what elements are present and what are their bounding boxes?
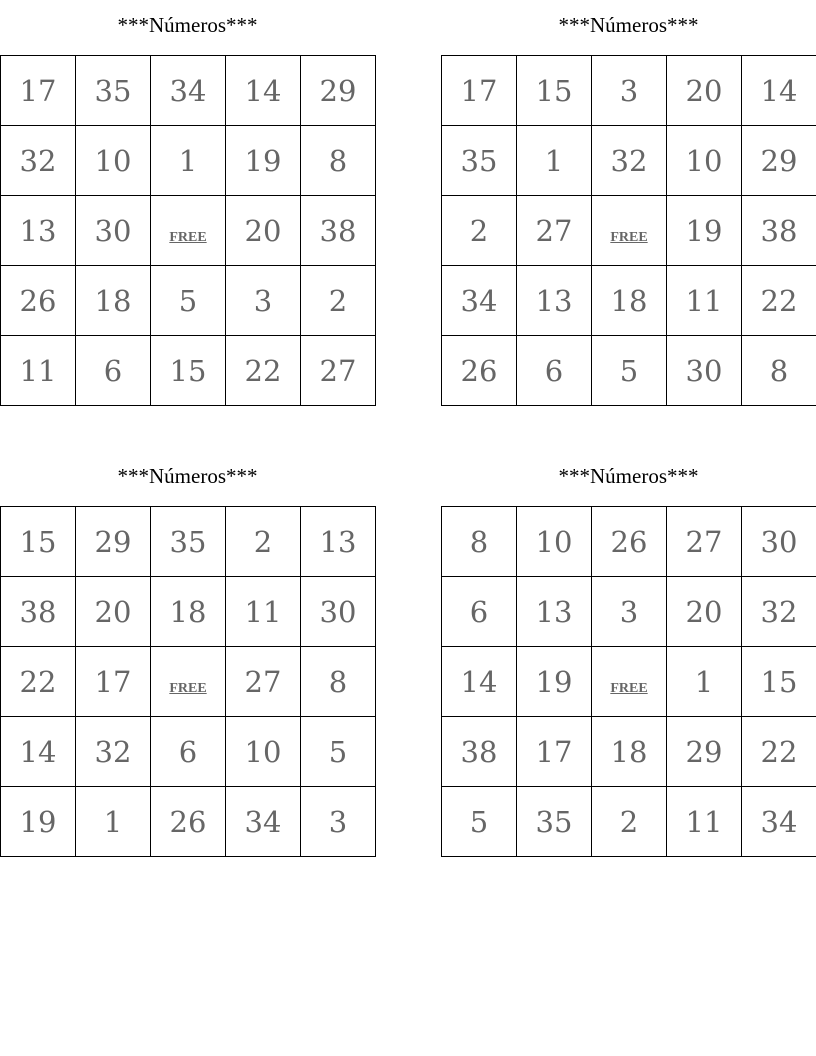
cell-number: 38: [319, 213, 357, 248]
cell-number: 27: [319, 353, 357, 388]
cell-number: 14: [760, 73, 798, 108]
cell-number: 26: [169, 804, 207, 839]
card-title: ***Números***: [117, 464, 258, 488]
number-cell: [301, 787, 376, 857]
number-cell: [1, 717, 76, 787]
grid-row: [442, 577, 816, 647]
cell-number: 19: [535, 664, 573, 699]
number-cell: [226, 647, 301, 717]
cell-number: 35: [535, 804, 573, 839]
cell-number: 38: [760, 213, 798, 248]
cell-number: 11: [685, 804, 723, 839]
number-cell: [442, 507, 517, 577]
number-cell: [667, 126, 742, 196]
cell-number: 22: [760, 283, 798, 318]
cell-number: 8: [328, 143, 348, 178]
card-title: ***Números***: [558, 464, 699, 488]
cell-number: 35: [94, 73, 132, 108]
number-cell: [151, 577, 226, 647]
number-cell: [226, 196, 301, 266]
number-cell: [742, 717, 816, 787]
cell-number: 1: [103, 804, 123, 839]
cell-number: 11: [19, 353, 57, 388]
number-cell: [517, 266, 592, 336]
cell-number: 3: [328, 804, 348, 839]
free-label: FREE: [169, 229, 207, 245]
cell-number: 13: [535, 283, 573, 318]
cell-number: 38: [19, 594, 57, 629]
number-cell: [226, 266, 301, 336]
grid-row: [442, 336, 816, 406]
number-cell: [517, 336, 592, 406]
cell-number: 18: [94, 283, 132, 318]
cell-number: 14: [244, 73, 282, 108]
cell-number: 19: [244, 143, 282, 178]
cell-number: 18: [169, 594, 207, 629]
cell-number: 13: [535, 594, 573, 629]
cell-number: 35: [169, 524, 207, 559]
cell-number: 14: [19, 734, 57, 769]
number-cell: [151, 336, 226, 406]
cell-number: 10: [685, 143, 723, 178]
cell-number: 34: [169, 73, 207, 108]
number-cell: [226, 787, 301, 857]
number-cell: [667, 266, 742, 336]
grid-row: [442, 647, 816, 717]
cell-number: 27: [535, 213, 573, 248]
cell-number: 13: [319, 524, 357, 559]
card-title: ***Números***: [558, 13, 699, 37]
number-cell: [667, 336, 742, 406]
number-cell: [742, 577, 816, 647]
cell-number: 30: [319, 594, 357, 629]
cell-number: 19: [685, 213, 723, 248]
number-cell: [742, 266, 816, 336]
number-cell: [301, 507, 376, 577]
cell-number: 20: [685, 73, 723, 108]
grid-row: [1, 577, 376, 647]
cell-number: 30: [685, 353, 723, 388]
free-cell: [151, 647, 226, 717]
cell-number: 13: [19, 213, 57, 248]
number-cell: [742, 196, 816, 266]
number-cell: [442, 196, 517, 266]
number-cell: [1, 336, 76, 406]
cell-number: 22: [19, 664, 57, 699]
cell-number: 29: [685, 734, 723, 769]
number-cell: [301, 266, 376, 336]
number-cell: [592, 266, 667, 336]
number-cell: [742, 787, 816, 857]
number-cell: [517, 717, 592, 787]
cell-number: 3: [619, 594, 639, 629]
grid-row: [442, 787, 816, 857]
cell-number: 6: [178, 734, 198, 769]
number-cell: [301, 126, 376, 196]
number-cell: [301, 647, 376, 717]
number-cell: [226, 126, 301, 196]
number-cell: [76, 787, 151, 857]
bingo-grid: [0, 55, 376, 406]
cell-number: 29: [319, 73, 357, 108]
grid-row: [442, 507, 816, 577]
number-cell: [151, 266, 226, 336]
number-cell: [1, 787, 76, 857]
number-cell: [442, 717, 517, 787]
cell-number: 20: [244, 213, 282, 248]
cell-number: 32: [19, 143, 57, 178]
cell-number: 17: [19, 73, 57, 108]
cell-number: 29: [760, 143, 798, 178]
cell-number: 15: [169, 353, 207, 388]
number-cell: [76, 56, 151, 126]
cell-number: 27: [685, 524, 723, 559]
number-cell: [517, 507, 592, 577]
cell-number: 10: [535, 524, 573, 559]
number-cell: [226, 577, 301, 647]
cell-number: 11: [244, 594, 282, 629]
cell-number: 22: [244, 353, 282, 388]
free-cell: [151, 196, 226, 266]
cell-number: 6: [469, 594, 489, 629]
number-cell: [226, 336, 301, 406]
free-label: FREE: [610, 229, 648, 245]
number-cell: [301, 717, 376, 787]
cell-number: 6: [544, 353, 564, 388]
cell-number: 32: [610, 143, 648, 178]
grid-row: [442, 196, 816, 266]
number-cell: [301, 336, 376, 406]
number-cell: [592, 56, 667, 126]
cell-number: 20: [685, 594, 723, 629]
number-cell: [667, 507, 742, 577]
cell-number: 38: [460, 734, 498, 769]
grid-row: [442, 266, 816, 336]
cell-number: 30: [760, 524, 798, 559]
number-cell: [76, 717, 151, 787]
number-cell: [1, 507, 76, 577]
grid-row: [442, 56, 816, 126]
grid-row: [1, 647, 376, 717]
cell-number: 1: [178, 143, 198, 178]
number-cell: [76, 196, 151, 266]
number-cell: [226, 507, 301, 577]
cell-number: 26: [460, 353, 498, 388]
number-cell: [592, 787, 667, 857]
number-cell: [301, 577, 376, 647]
number-cell: [1, 126, 76, 196]
cell-number: 15: [760, 664, 798, 699]
number-cell: [76, 647, 151, 717]
cell-number: 30: [94, 213, 132, 248]
free-label: FREE: [610, 680, 648, 696]
number-cell: [667, 577, 742, 647]
number-cell: [592, 336, 667, 406]
cell-number: 20: [94, 594, 132, 629]
number-cell: [592, 507, 667, 577]
cell-number: 3: [253, 283, 273, 318]
number-cell: [151, 507, 226, 577]
grid-row: [1, 336, 376, 406]
free-cell: [592, 196, 667, 266]
bingo-grid: [441, 55, 816, 406]
number-cell: [517, 577, 592, 647]
cell-number: 6: [103, 353, 123, 388]
grid-row: [1, 56, 376, 126]
number-cell: [76, 126, 151, 196]
number-cell: [1, 56, 76, 126]
number-cell: [151, 56, 226, 126]
cell-number: 5: [178, 283, 198, 318]
cell-number: 15: [19, 524, 57, 559]
cell-number: 18: [610, 734, 648, 769]
number-cell: [442, 266, 517, 336]
number-cell: [517, 126, 592, 196]
number-cell: [742, 56, 816, 126]
cell-number: 10: [244, 734, 282, 769]
number-cell: [742, 126, 816, 196]
number-cell: [1, 196, 76, 266]
number-cell: [151, 787, 226, 857]
grid-row: [1, 126, 376, 196]
grid-row: [1, 787, 376, 857]
cell-number: 8: [469, 524, 489, 559]
cell-number: 14: [460, 664, 498, 699]
cell-number: 10: [94, 143, 132, 178]
cell-number: 17: [460, 73, 498, 108]
cell-number: 34: [244, 804, 282, 839]
bingo-grid: [441, 506, 816, 857]
number-cell: [76, 577, 151, 647]
cell-number: 32: [760, 594, 798, 629]
number-cell: [76, 266, 151, 336]
cell-number: 2: [469, 213, 489, 248]
cell-number: 17: [94, 664, 132, 699]
number-cell: [301, 196, 376, 266]
cell-number: 34: [460, 283, 498, 318]
bingo-grid: [0, 506, 376, 857]
number-cell: [667, 647, 742, 717]
cell-number: 5: [328, 734, 348, 769]
cell-number: 27: [244, 664, 282, 699]
number-cell: [442, 577, 517, 647]
number-cell: [667, 56, 742, 126]
grid-row: [1, 717, 376, 787]
number-cell: [1, 577, 76, 647]
number-cell: [226, 56, 301, 126]
number-cell: [517, 647, 592, 717]
cell-number: 35: [460, 143, 498, 178]
cell-number: 2: [619, 804, 639, 839]
free-cell: [592, 647, 667, 717]
number-cell: [667, 787, 742, 857]
number-cell: [151, 126, 226, 196]
cell-number: 5: [469, 804, 489, 839]
number-cell: [517, 787, 592, 857]
cell-number: 22: [760, 734, 798, 769]
number-cell: [742, 336, 816, 406]
cell-number: 34: [760, 804, 798, 839]
number-cell: [151, 717, 226, 787]
number-cell: [226, 717, 301, 787]
card-title: ***Números***: [117, 13, 258, 37]
number-cell: [442, 787, 517, 857]
number-cell: [442, 56, 517, 126]
grid-row: [442, 717, 816, 787]
cell-number: 17: [535, 734, 573, 769]
cell-number: 3: [619, 73, 639, 108]
cell-number: 26: [610, 524, 648, 559]
cell-number: 29: [94, 524, 132, 559]
number-cell: [592, 577, 667, 647]
cell-number: 5: [619, 353, 639, 388]
number-cell: [667, 717, 742, 787]
number-cell: [742, 647, 816, 717]
grid-row: [1, 266, 376, 336]
grid-row: [1, 196, 376, 266]
cell-number: 2: [328, 283, 348, 318]
number-cell: [442, 336, 517, 406]
number-cell: [301, 56, 376, 126]
cell-number: 8: [328, 664, 348, 699]
number-cell: [517, 196, 592, 266]
number-cell: [592, 717, 667, 787]
number-cell: [1, 266, 76, 336]
grid-row: [1, 507, 376, 577]
grid-row: [442, 126, 816, 196]
free-label: FREE: [169, 680, 207, 696]
cell-number: 1: [694, 664, 714, 699]
cell-number: 19: [19, 804, 57, 839]
cell-number: 8: [769, 353, 789, 388]
cell-number: 1: [544, 143, 564, 178]
number-cell: [517, 56, 592, 126]
cell-number: 26: [19, 283, 57, 318]
cell-number: 15: [535, 73, 573, 108]
cell-number: 32: [94, 734, 132, 769]
number-cell: [442, 126, 517, 196]
number-cell: [742, 507, 816, 577]
cell-number: 18: [610, 283, 648, 318]
number-cell: [76, 507, 151, 577]
number-cell: [1, 647, 76, 717]
number-cell: [76, 336, 151, 406]
number-cell: [667, 196, 742, 266]
number-cell: [592, 126, 667, 196]
cell-number: 2: [253, 524, 273, 559]
cell-number: 11: [685, 283, 723, 318]
number-cell: [442, 647, 517, 717]
